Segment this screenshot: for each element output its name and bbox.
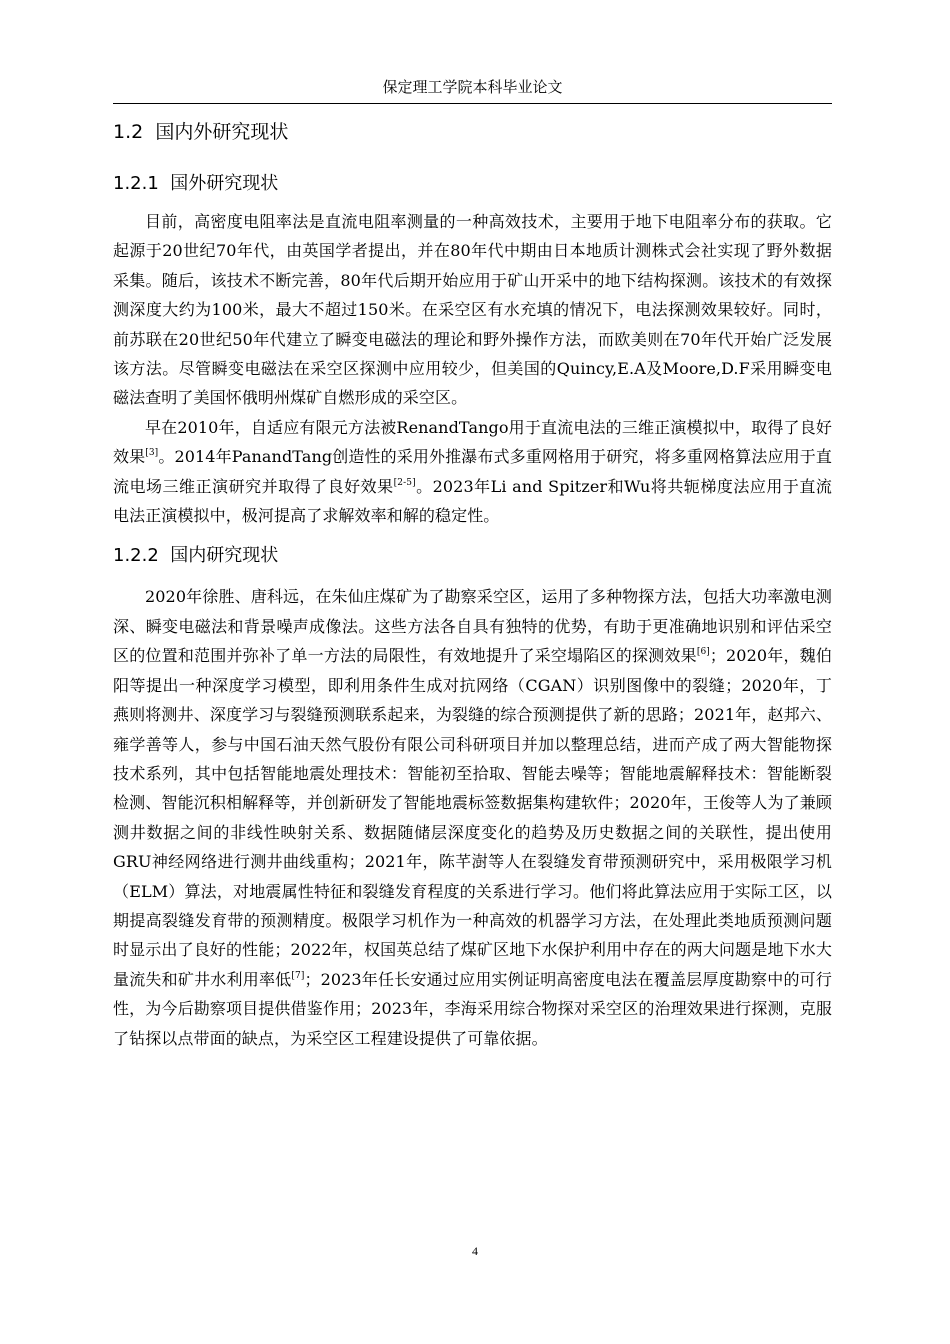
citation-ref: [3] <box>145 448 159 459</box>
text-run: 早在2010年，自适应有限元方法被RenandTango用于直流电法的三维正演模拟中，取得了良好效果 <box>113 417 832 467</box>
subsection-heading-foreign <box>113 157 832 207</box>
subsection-heading-domestic <box>113 530 832 582</box>
section-heading <box>113 110 832 157</box>
citation-ref: [7] <box>291 970 305 981</box>
text-run: 2020年徐胜、唐科远，在朱仙庄煤矿为了勘察采空区，运用了多种物探方法，包括大功率激电测深、瞬变电磁法和背景噪声成像法。这些方法各自具有独特的优势，有助于更准确地识别和评估采空区的位置和范围并弥补了单一方法的局限性，有效地提升了采空塌陷区的探测效果 <box>113 587 832 666</box>
citation-ref: [2-5] <box>393 477 416 488</box>
section-title: 国内外研究现状 <box>155 121 289 143</box>
subsection-title: 国内研究现状 <box>170 545 279 567</box>
header-title: 保定理工学院本科毕业论文 <box>382 78 563 96</box>
text-run: 。2014年PanandTang创造性的采用外推瀑布式多重网格用于研究，将多重网格算法应用于直流电场三维正演研究并取得了良好效果 <box>113 447 832 496</box>
page-footer <box>0 1244 950 1259</box>
section-number: 1.2 <box>113 121 144 143</box>
page-number: 4 <box>472 1244 478 1258</box>
page-header <box>113 77 832 104</box>
text-run: ；2020年，魏伯阳等提出一种深度学习模型，即利用条件生成对抗网络（CGAN）识别图像中的裂缝；2020年，丁燕则将测井、深度学习与裂缝预测联系起来，为裂缝的综合预测提供了新的思路；2021年，赵邦六、雍学善等人，参与中国石油天然气股份有限公司科研项目并加以整理总结，进而产成了两大智能物探技术系列，其中包括智能地震处理技术：智能初至拾取、智能去噪等；智能地震解释技术：智能断裂检测、智能沉积相解释等，并创新研发了智能地震标签数据集构建软件；2020年，王俊等人为了兼顾测井数据之间的非线性映射关系、数据随储层深度变化的趋势及历史数据之间的关联性，提出使用GRU神经网络进行测井曲线重构；2021年，陈芊澍等人在裂缝发育带预测研究中，采用极限学习机（ELM）算法，对地震属性特征和裂缝发育程度的关系进行学习。他们将此算法应用于实际工区，以期提高裂缝发育带的预测精度。极限学习机作为一种高效的机器学习方法，在处理此类地质预测问题时显示出了良好的性能；2022年，权国英总结了煤矿区地下水保护利用中存在的两大问题是地下水大量流失和矿井水利用率低 <box>113 646 832 989</box>
subsection-number: 1.2.1 <box>113 173 159 194</box>
page-content <box>113 110 832 1053</box>
text-run: 。2023年Li and Spitzer和Wu将共轭梯度法应用于直流电法正演模拟中，极河提高了求解效率和解的稳定性。 <box>113 476 832 526</box>
subsection-number: 1.2.2 <box>113 545 159 567</box>
paragraph-foreign-2 <box>113 413 832 531</box>
subsection-title: 国外研究现状 <box>170 173 279 194</box>
text-run: ；2023年任长安通过应用实例证明高密度电法在覆盖层厚度勘察中的可行性，为今后勘察项目提供借鉴作用；2023年，李海采用综合物探对采空区的治理效果进行探测，克服了钻探以点带面的缺点，为采空区工程建设提供了可靠依据。 <box>113 969 832 1048</box>
paragraph-foreign-1: 目前，高密度电阻率法是直流电阻率测量的一种高效技术，主要用于地下电阻率分布的获取。它起源于20世纪70年代，由英国学者提出，并在80年代中期由日本地质计测株式会社实现了野外数据采集。随后，该技术不断完善，80年代后期开始应用于矿山开采中的地下结构探测。该技术的有效探测深度大约为100米，最大不超过150米。在采空区有水充填的情况下，电法探测效果较好。同时，前苏联在20世纪50年代建立了瞬变电磁法的理论和野外操作方法，而欧美则在70年代开始广泛发展该方法。尽管瞬变电磁法在采空区探测中应用较少，但美国的Quincy,E.A及Moore,D.F采用瞬变电磁法查明了美国怀俄明州煤矿自燃形成的采空区。 <box>113 212 832 408</box>
citation-ref: [6] <box>696 647 710 658</box>
paragraph-domestic-1 <box>113 582 832 1053</box>
